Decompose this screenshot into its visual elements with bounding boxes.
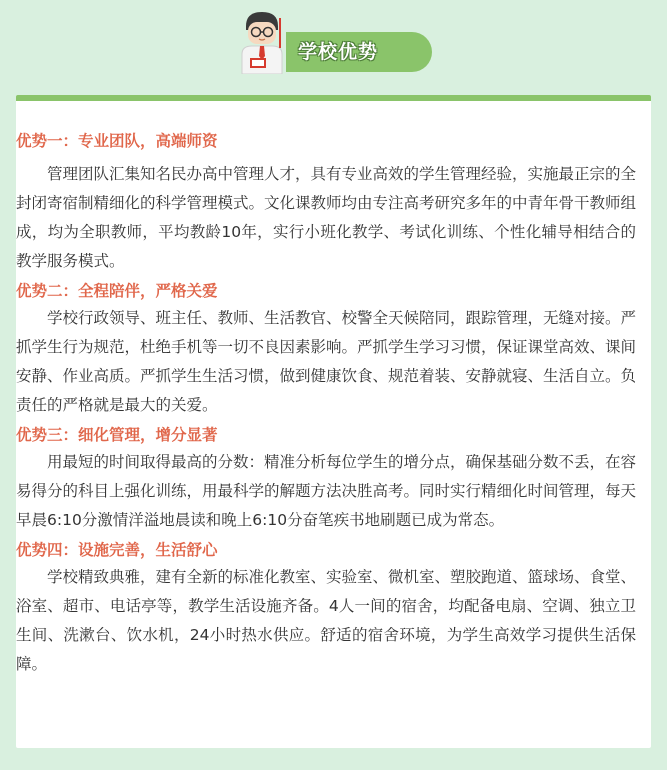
teacher-avatar-icon	[236, 8, 292, 74]
section-title: 优势三：细化管理，增分显著	[16, 426, 218, 444]
section-body: 管理团队汇集知名民办高中管理人才，具有专业高效的学生管理经验，实施最正宗的全封闭寄宿制精细化的科学管理模式。文化课教师均由专注高考研究多年的中青年骨干教师组成，均为全职教师，平均教龄10年，实行小班化教学、考试化训练、个性化辅导相结合的教学服务模式。	[16, 165, 637, 270]
section-header	[236, 8, 436, 74]
section-title: 优势一：专业团队，高端师资	[16, 132, 218, 150]
section-title: 优势二：全程陪伴，严格关爱	[16, 282, 218, 300]
advantage-section-4	[16, 537, 640, 679]
advantage-section-3	[16, 422, 640, 535]
section-body: 学校行政领导、班主任、教师、生活教官、校警全天候陪同，跟踪管理，无缝对接。严抓学生行为规范，杜绝手机等一切不良因素影响。严抓学生学习习惯，保证课堂高效、课间安静、作业高质。严抓学生生活习惯，做到健康饮食、规范着装、安静就寝、生活自立。负责任的严格就是最大的关爱。	[16, 309, 637, 414]
section-body: 学校精致典雅，建有全新的标准化教室、实验室、微机室、塑胶跑道、篮球场、食堂、浴室、超市、电话亭等，教学生活设施齐备。4人一间的宿舍，均配备电扇、空调、独立卫生间、洗漱台、饮水机，24小时热水供应。舒适的宿舍环境，为学生高效学习提供生活保障。	[16, 568, 637, 673]
section-title: 优势四：设施完善，生活舒心	[16, 541, 218, 559]
advantage-section-2	[16, 278, 640, 420]
header-title: 学校优势	[298, 41, 379, 63]
advantages-content	[16, 128, 640, 681]
section-body: 用最短的时间取得最高的分数：精准分析每位学生的增分点，确保基础分数不丢，在容易得分的科目上强化训练，用最科学的解题方法决胜高考。同时实行精细化时间管理，每天早晨6:10分激情洋溢地晨读和晚上6:10分奋笔疾书地刷题已成为常态。	[16, 453, 637, 529]
advantage-section-1	[16, 128, 640, 276]
